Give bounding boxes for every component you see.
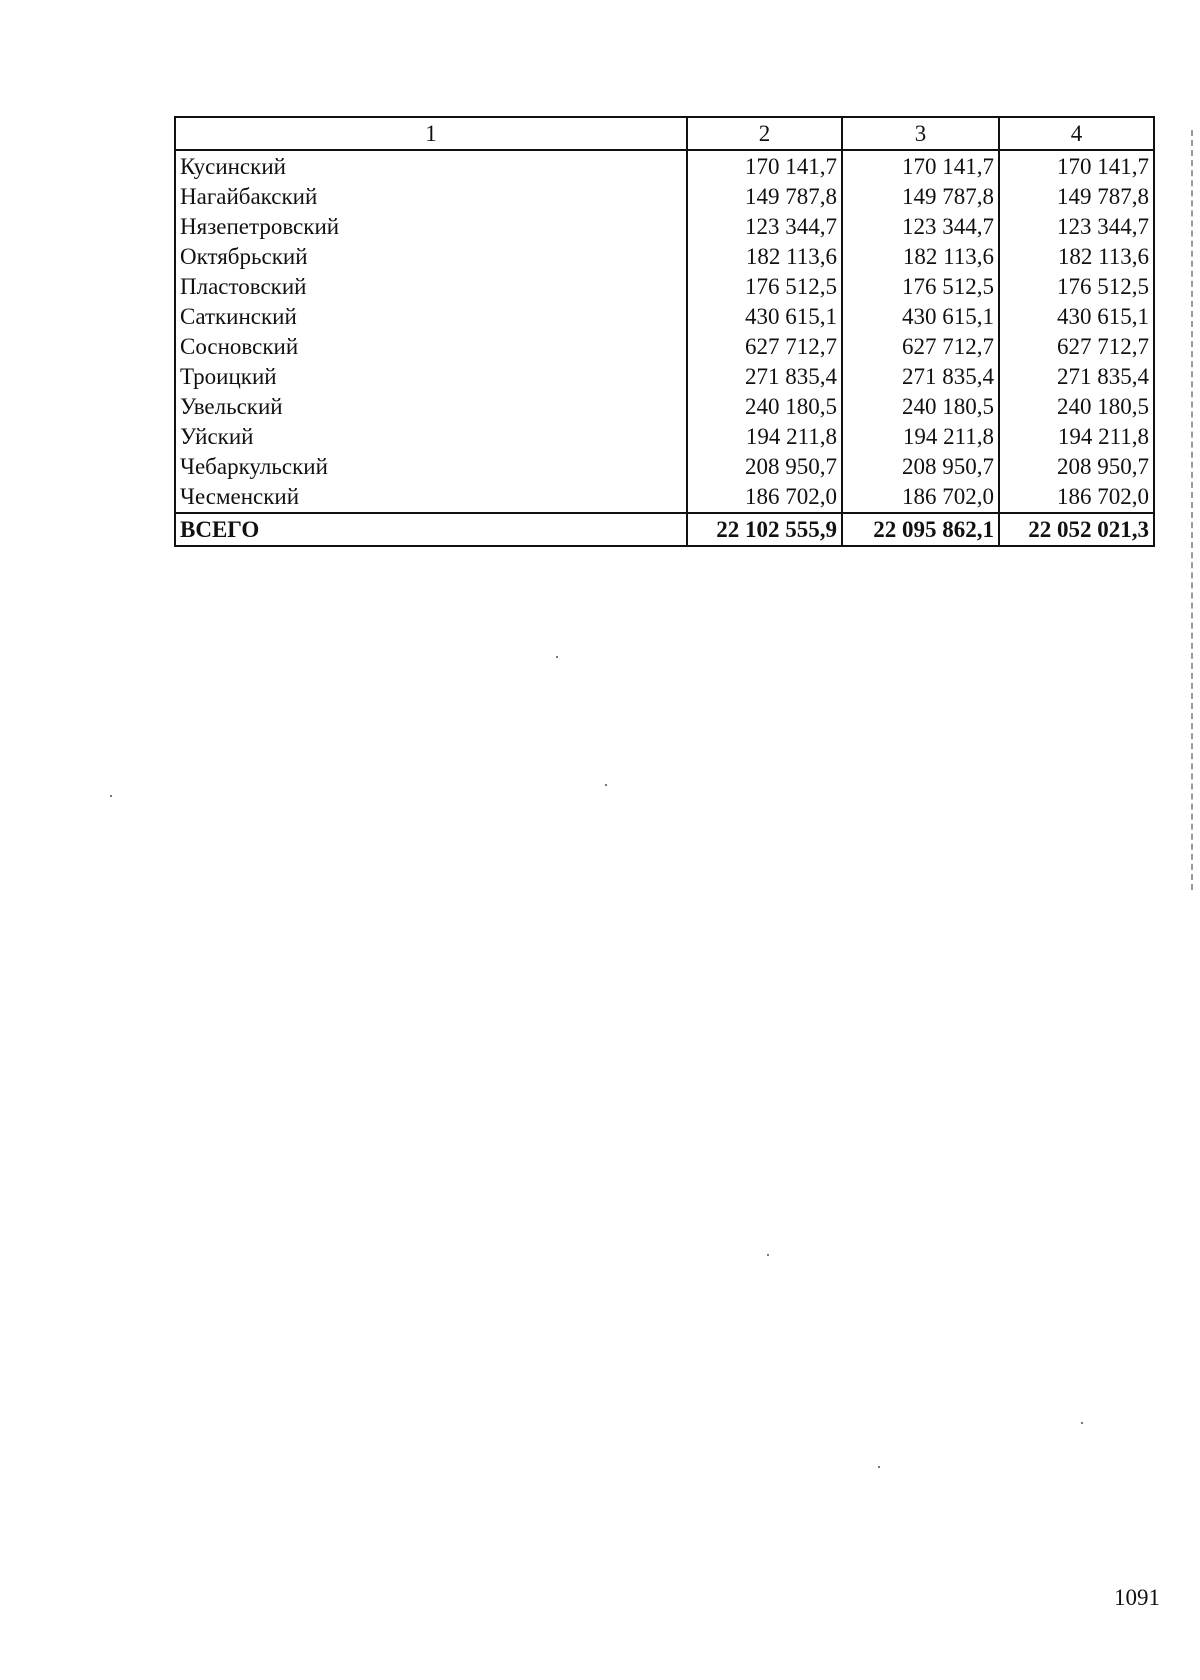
scan-speck xyxy=(110,795,112,797)
value-cell-col4: 208 950,7 xyxy=(999,452,1154,482)
district-name-cell: Октябрьский xyxy=(175,242,687,272)
total-value-col3: 22 095 862,1 xyxy=(842,513,999,546)
value-cell-col2: 194 211,8 xyxy=(687,422,842,452)
value-cell-col2: 208 950,7 xyxy=(687,452,842,482)
value-cell-col4: 176 512,5 xyxy=(999,272,1154,302)
value-cell-col4: 123 344,7 xyxy=(999,212,1154,242)
table-row xyxy=(175,452,1154,482)
value-cell-col2: 186 702,0 xyxy=(687,482,842,513)
value-cell-col2: 123 344,7 xyxy=(687,212,842,242)
value-cell-col3: 182 113,6 xyxy=(842,242,999,272)
table-row xyxy=(175,212,1154,242)
district-name-cell: Кусинский xyxy=(175,150,687,182)
table-row xyxy=(175,302,1154,332)
district-name-cell: Чесменский xyxy=(175,482,687,513)
value-cell-col3: 430 615,1 xyxy=(842,302,999,332)
value-cell-col3: 208 950,7 xyxy=(842,452,999,482)
table-row xyxy=(175,242,1154,272)
value-cell-col3: 271 835,4 xyxy=(842,362,999,392)
scan-speck xyxy=(767,1254,769,1256)
value-cell-col2: 271 835,4 xyxy=(687,362,842,392)
data-table xyxy=(174,116,1155,547)
table-row xyxy=(175,332,1154,362)
value-cell-col3: 194 211,8 xyxy=(842,422,999,452)
table-row xyxy=(175,150,1154,182)
value-cell-col4: 271 835,4 xyxy=(999,362,1154,392)
table-row xyxy=(175,272,1154,302)
value-cell-col4: 194 211,8 xyxy=(999,422,1154,452)
scan-edge-line xyxy=(1191,130,1193,890)
district-name-cell: Нязепетровский xyxy=(175,212,687,242)
value-cell-col4: 627 712,7 xyxy=(999,332,1154,362)
value-cell-col4: 186 702,0 xyxy=(999,482,1154,513)
value-cell-col3: 123 344,7 xyxy=(842,212,999,242)
table-row xyxy=(175,422,1154,452)
district-name-cell: Саткинский xyxy=(175,302,687,332)
column-header-1: 1 xyxy=(175,117,687,150)
value-cell-col3: 240 180,5 xyxy=(842,392,999,422)
page-number: 1091 xyxy=(1114,1585,1160,1610)
scan-speck xyxy=(556,656,558,658)
table-row xyxy=(175,482,1154,513)
scan-speck xyxy=(878,1466,880,1468)
district-name-cell: Нагайбакский xyxy=(175,182,687,212)
value-cell-col2: 176 512,5 xyxy=(687,272,842,302)
value-cell-col4: 170 141,7 xyxy=(999,150,1154,182)
value-cell-col3: 186 702,0 xyxy=(842,482,999,513)
column-header-3: 3 xyxy=(842,117,999,150)
table-header xyxy=(175,117,1154,150)
table-row xyxy=(175,392,1154,422)
column-header-4: 4 xyxy=(999,117,1154,150)
table-row xyxy=(175,362,1154,392)
district-name-cell: Увельский xyxy=(175,392,687,422)
total-value-col2: 22 102 555,9 xyxy=(687,513,842,546)
value-cell-col2: 430 615,1 xyxy=(687,302,842,332)
value-cell-col2: 170 141,7 xyxy=(687,150,842,182)
district-name-cell: Сосновский xyxy=(175,332,687,362)
district-name-cell: Пластовский xyxy=(175,272,687,302)
value-cell-col3: 176 512,5 xyxy=(842,272,999,302)
value-cell-col2: 240 180,5 xyxy=(687,392,842,422)
value-cell-col4: 240 180,5 xyxy=(999,392,1154,422)
value-cell-col2: 627 712,7 xyxy=(687,332,842,362)
total-label-cell: ВСЕГО xyxy=(175,513,687,546)
value-cell-col3: 627 712,7 xyxy=(842,332,999,362)
value-cell-col3: 170 141,7 xyxy=(842,150,999,182)
scan-speck xyxy=(605,784,607,786)
value-cell-col4: 430 615,1 xyxy=(999,302,1154,332)
value-cell-col2: 149 787,8 xyxy=(687,182,842,212)
value-cell-col3: 149 787,8 xyxy=(842,182,999,212)
value-cell-col4: 182 113,6 xyxy=(999,242,1154,272)
table-body xyxy=(175,150,1154,546)
scan-speck xyxy=(1081,1422,1083,1424)
total-row xyxy=(175,513,1154,546)
total-value-col4: 22 052 021,3 xyxy=(999,513,1154,546)
column-header-2: 2 xyxy=(687,117,842,150)
header-row xyxy=(175,117,1154,150)
value-cell-col4: 149 787,8 xyxy=(999,182,1154,212)
district-name-cell: Уйский xyxy=(175,422,687,452)
value-cell-col2: 182 113,6 xyxy=(687,242,842,272)
district-name-cell: Троицкий xyxy=(175,362,687,392)
district-name-cell: Чебаркульский xyxy=(175,452,687,482)
table-row xyxy=(175,182,1154,212)
